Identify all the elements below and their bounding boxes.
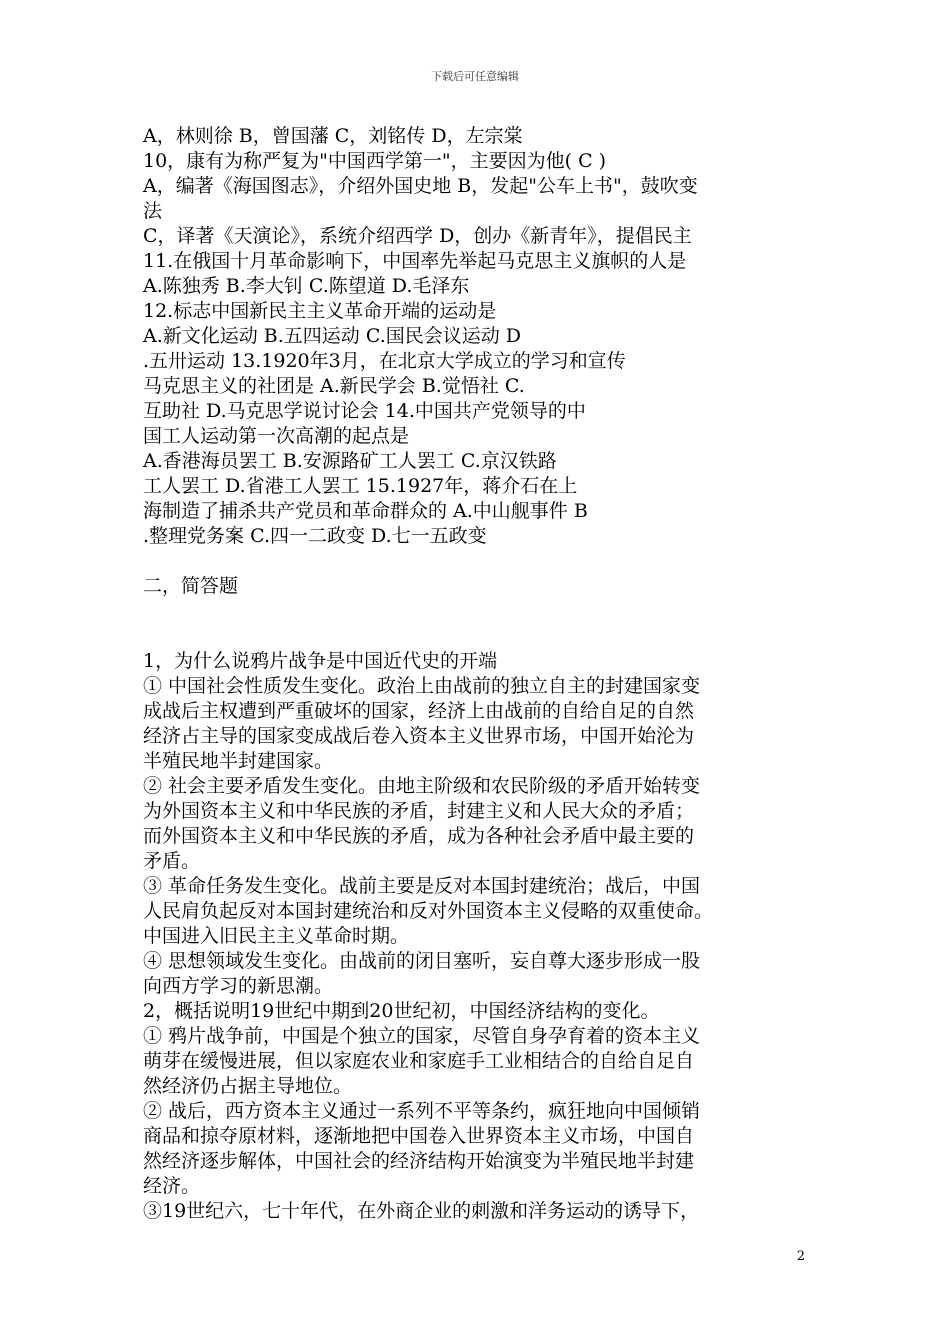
- document-body: [143, 124, 807, 1224]
- section-title: 二，简答题: [143, 575, 239, 597]
- text-line: ① 鸦片战争前，中国是个独立的国家，尽管自身孕育着的资本主义: [143, 1025, 701, 1047]
- spacer: [143, 624, 807, 649]
- text-line: A.新文化运动 B.五四运动 C.国民会议运动 D: [143, 325, 522, 347]
- spacer: [143, 599, 807, 624]
- text-line: 海制造了捕杀共产党员和革命群众的 A.中山舰事件 B: [143, 500, 588, 522]
- text-line: 矛盾。: [143, 850, 201, 872]
- text-line: 商品和掠夺原材料，逐渐地把中国卷入世界资本主义市场，中国自: [143, 1125, 695, 1147]
- text-line: 成战后主权遭到严重破坏的国家，经济上由战前的自给自足的自然: [143, 700, 695, 722]
- text-line: 工人罢工 D.省港工人罢工 15.1927年，蒋介石在上: [143, 475, 578, 497]
- text-line: 经济占主导的国家变成战后卷入资本主义世界市场，中国开始沦为: [143, 725, 695, 747]
- text-line: 中国进入旧民主主义革命时期。: [143, 925, 410, 947]
- text-line: 然经济仍占据主导地位。: [143, 1075, 353, 1097]
- text-line: 经济。: [143, 1175, 201, 1197]
- text-line: 向西方学习的新思潮。: [143, 975, 334, 997]
- text-line: ① 中国社会性质发生变化。政治上由战前的独立自主的封建国家变: [143, 675, 701, 697]
- short-answer-section: [143, 649, 807, 1224]
- text-line: 10，康有为称严复为"中国西学第一"，主要因为他( C ): [143, 150, 607, 172]
- text-line: A，林则徐 B，曾国藩 C，刘铭传 D，左宗棠: [143, 125, 523, 147]
- text-line: ④ 思想领域发生变化。由战前的闭目塞听，妄自尊大逐步形成一股: [143, 950, 701, 972]
- text-line: 互助社 D.马克思学说讨论会 14.中国共产党领导的中: [143, 400, 586, 422]
- text-line: 半殖民地半封建国家。: [143, 750, 334, 772]
- text-line: 萌芽在缓慢进展，但以家庭农业和家庭手工业相结合的自给自足自: [143, 1050, 695, 1072]
- multiple-choice-section: [143, 124, 807, 549]
- text-line: ② 社会主要矛盾发生变化。由地主阶级和农民阶级的矛盾开始转变: [143, 775, 701, 797]
- text-line: 法: [143, 200, 163, 222]
- text-line: A，编著《海国图志》，介绍外国史地 B，发起"公车上书"，鼓吹变: [143, 175, 698, 197]
- page-header: 下载后可任意编辑: [431, 70, 519, 83]
- text-line: ② 战后，西方资本主义通过一系列不平等条约，疯狂地向中国倾销: [143, 1100, 701, 1122]
- text-line: 1，为什么说鸦片战争是中国近代史的开端: [143, 650, 498, 672]
- text-line: 国工人运动第一次高潮的起点是: [143, 425, 410, 447]
- text-line: ③19世纪六，七十年代，在外商企业的刺激和洋务运动的诱导下，: [143, 1200, 700, 1222]
- text-line: 马克思主义的社团是 A.新民学会 B.觉悟社 C.: [143, 375, 525, 397]
- text-line: 然经济逐步解体，中国社会的经济结构开始演变为半殖民地半封建: [143, 1150, 695, 1172]
- text-line: C，译著《天演论》，系统介绍西学 D，创办《新青年》，提倡民主: [143, 225, 692, 247]
- text-line: .整理党务案 C.四一二政变 D.七一五政变: [143, 525, 487, 547]
- text-line: ③ 革命任务发生变化。战前主要是反对本国封建统治；战后，中国: [143, 875, 701, 897]
- text-line: 人民肩负起反对本国封建统治和反对外国资本主义侵略的双重使命。: [143, 900, 714, 922]
- text-line: 11.在俄国十月革命影响下，中国率先举起马克思主义旗帜的人是: [143, 250, 687, 272]
- text-line: 12.标志中国新民主主义革命开端的运动是: [143, 300, 497, 322]
- text-line: A.香港海员罢工 B.安源路矿工人罢工 C.京汉铁路: [143, 450, 557, 472]
- text-line: 为外国资本主义和中华民族的矛盾，封建主义和人民大众的矛盾；: [143, 800, 695, 822]
- text-line: A.陈独秀 B.李大钊 C.陈望道 D.毛泽东: [143, 275, 470, 297]
- text-line: 而外国资本主义和中华民族的矛盾，成为各种社会矛盾中最主要的: [143, 825, 695, 847]
- text-line: .五卅运动 13.1920年3月，在北京大学成立的学习和宣传: [143, 350, 626, 372]
- text-line: 2，概括说明19世纪中期到20世纪初，中国经济结构的变化。: [143, 1000, 660, 1022]
- page-number: 2: [796, 1249, 805, 1264]
- spacer: [143, 549, 807, 574]
